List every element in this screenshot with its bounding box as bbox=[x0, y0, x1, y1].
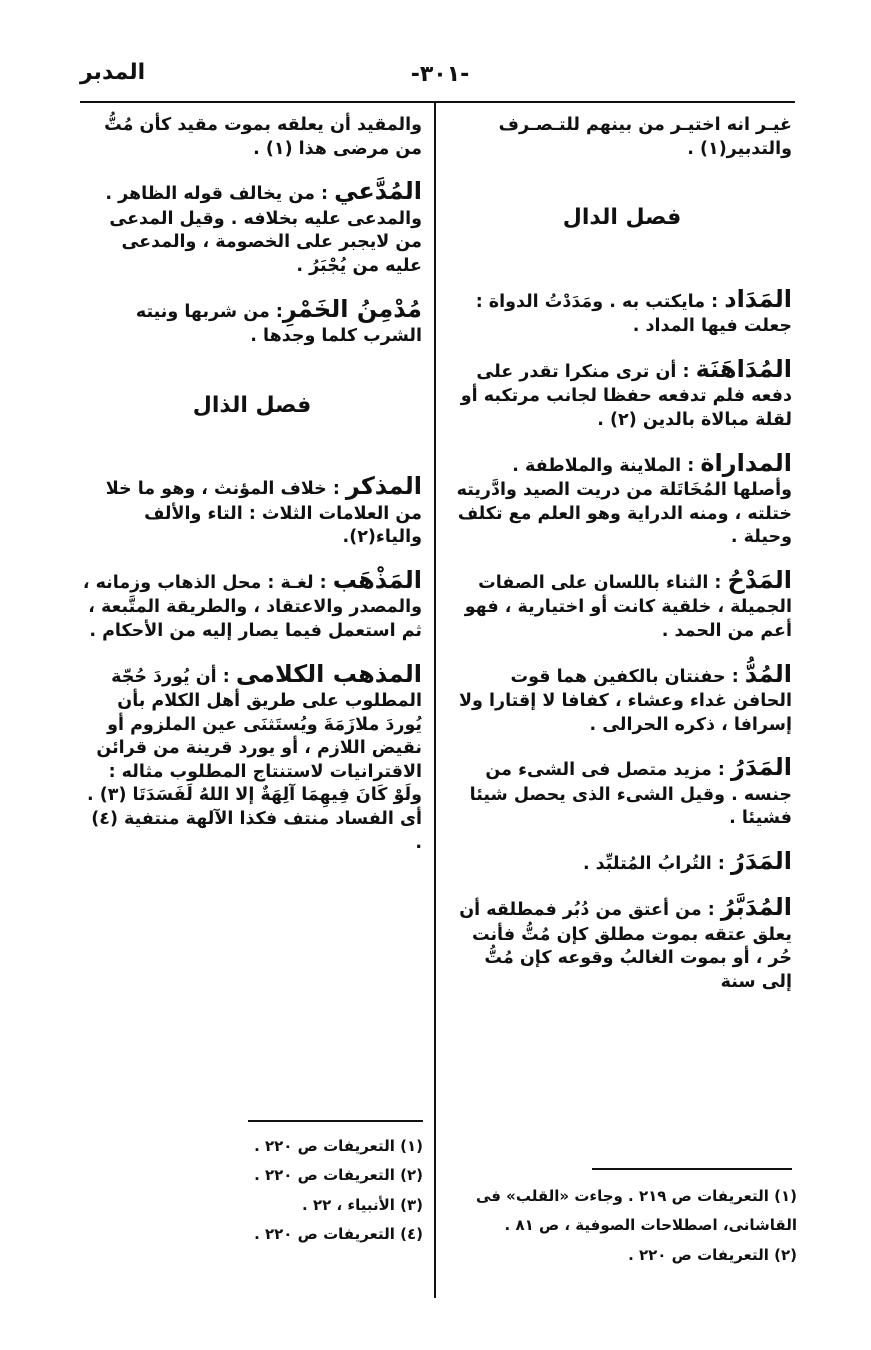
section-heading-dhal: فصل الذال bbox=[192, 392, 312, 418]
footnote-rule-left bbox=[248, 1120, 423, 1122]
footnote: (٢) التعريفات ص ٢٢٠ . bbox=[254, 1166, 423, 1185]
entry-madar bbox=[452, 751, 792, 831]
entry-text: : مزيد متصل فى الشىء من جنسه . وقيل الشىء الذى يحصل شيئا فشيئا . bbox=[469, 760, 792, 829]
entry-madh bbox=[452, 564, 792, 644]
entry-text: : خلاف المؤنث ، وهو ما خلا من العلامات الثلاث : التاء والألف والياء(٢). bbox=[105, 479, 422, 548]
section-heading-dal: فصل الدال bbox=[562, 205, 682, 231]
entry-term: المَدَرُ bbox=[730, 753, 792, 782]
entry-text: : أن يُوردَ حُجّة المطلوب على طريق أهل الكلام بأن يُوردَ ملازَمَةَ ويُستَثنَى عين الملزوم أو نقيض اللازم ، أو يورد قرينة من قرائن الاقترانيات لاستنتاج المطلوب مثاله : ولَوْ كَانَ فِيهِمَا آلِهَةٌ إلا اللهُ لَفَسَدَتَا (٣) . أى الفساد منتف فكذا الآلهة منتفية (٤) . bbox=[87, 666, 422, 853]
entry-madad bbox=[452, 283, 792, 339]
entry-text: : حفنتان بالكفين هما قوت الحافن غداء وعشاء ، كفافا لا إقتارا ولا إسرافا ، ذكره الحرالى . bbox=[459, 666, 792, 735]
footnote: (١) التعريفات ص ٢١٩ . وجاءت «القلب» فى القاشانى، اصطلاحات الصوفية ، ص ٨١ . bbox=[475, 1187, 797, 1235]
entry-madhhab bbox=[82, 564, 422, 644]
entry-term: المَذْهَب bbox=[332, 565, 422, 594]
entry-text: : الثناء باللسان على الصفات الجميلة ، خلقية كانت أو اختيارية ، فهو أعم من الحمد . bbox=[464, 572, 792, 641]
entry-text: : من يخالف قوله الظاهر . والمدعى عليه بخلافه . وقيل المدعى من لايجبر على الخصومة ، والمدعى عليه من يُجْبَرُ . bbox=[105, 184, 422, 276]
running-head: المدبر bbox=[80, 60, 146, 85]
entry-mudahana bbox=[452, 353, 792, 433]
page-number: -٣٠١- bbox=[410, 62, 470, 87]
entry-term: المَدَاد bbox=[724, 284, 792, 313]
entry-muddai bbox=[82, 175, 422, 278]
continuation-text: والمقيد أن يعلقه بموت مقيد كأن مُتُّ من مرضى هذا (١) . bbox=[104, 115, 422, 159]
footnote-rule-right bbox=[592, 1168, 792, 1170]
footnote: (٣) الأنبياء ، ٢٢ . bbox=[302, 1195, 423, 1214]
footnotes-left bbox=[230, 1132, 423, 1249]
entry-text: : مايكتب به . ومَدَدْتُ الدواة : جعلت فيها المداد . bbox=[475, 291, 792, 337]
entry-mudhakkar bbox=[82, 470, 422, 550]
left-column bbox=[82, 114, 422, 869]
entry-text: : من شربها ونيته الشرب كلما وجدها . bbox=[135, 301, 422, 346]
entry-mudd bbox=[452, 658, 792, 738]
entry-term: المداراة bbox=[700, 448, 792, 477]
entry-madhhab-kalami bbox=[82, 658, 422, 856]
entry-term: المَدْحُ bbox=[727, 565, 792, 594]
entry-text: : لغـة : محل الذهاب وزمانه ، والمصدر والاعتقاد ، والطريقة المتَّبعة ، ثم استعمل فيما يصار إليه من الأحكام . bbox=[82, 572, 422, 641]
entry-mudabbar bbox=[452, 891, 792, 994]
entry-text: : من أعتق من دُبُر فمطلقه أن يعلق عتقه بموت مطلق كإن مُتُّ فأنت حُر ، أو بموت الغالبُ وقوعه كإن مُتُّ إلى سنة bbox=[459, 900, 792, 992]
right-column bbox=[452, 114, 792, 1008]
entry-term: المُدَاهَنَة bbox=[695, 354, 792, 383]
entry-term: المُدُّ bbox=[744, 659, 792, 688]
footnote: (١) التعريفات ص ٢٢٠ . bbox=[254, 1137, 423, 1155]
entry-term: المَدَرُ bbox=[730, 846, 792, 875]
footnotes-right bbox=[452, 1182, 797, 1270]
header-rule bbox=[80, 101, 795, 103]
continuation-text: غيـر انه اختيـر من بينهم للتـصـرف والتدبير(١) . bbox=[498, 115, 792, 159]
entry-text: : الملاينة والملاطفة . وأصلها المُخَاتَلة من دريت الصيد وادَّريته ختلته ، ومنه الدراية وهو العلم مع تكلف وحيلة . bbox=[456, 455, 792, 548]
footnote: (٤) التعريفات ص ٢٢٠ . bbox=[254, 1224, 423, 1243]
column-divider bbox=[434, 103, 436, 1298]
entry-term: المذكر bbox=[345, 472, 422, 501]
entry-mudmin bbox=[82, 293, 422, 349]
entry-term: المُدَبَّرُ bbox=[720, 893, 792, 922]
entry-term: المذهب الكلامى bbox=[235, 659, 422, 688]
entry-term: مُدْمِنُ الخَمْرِ bbox=[282, 294, 422, 323]
entry-text: : التُرابُ المُتلبِّد . bbox=[582, 853, 731, 874]
entry-text: : أن ترى منكرا تقدر على دفعه فلم تدفعه حفظا لجانب مرتكبه أو لقلة مبالاة بالدين (٢) . bbox=[460, 361, 792, 430]
entry-madar-2 bbox=[452, 845, 792, 877]
entry-term: المُدَّعي bbox=[334, 177, 422, 206]
entry-mudarat bbox=[452, 447, 792, 550]
footnote: (٢) التعريفات ص ٢٢٠ . bbox=[628, 1245, 797, 1264]
